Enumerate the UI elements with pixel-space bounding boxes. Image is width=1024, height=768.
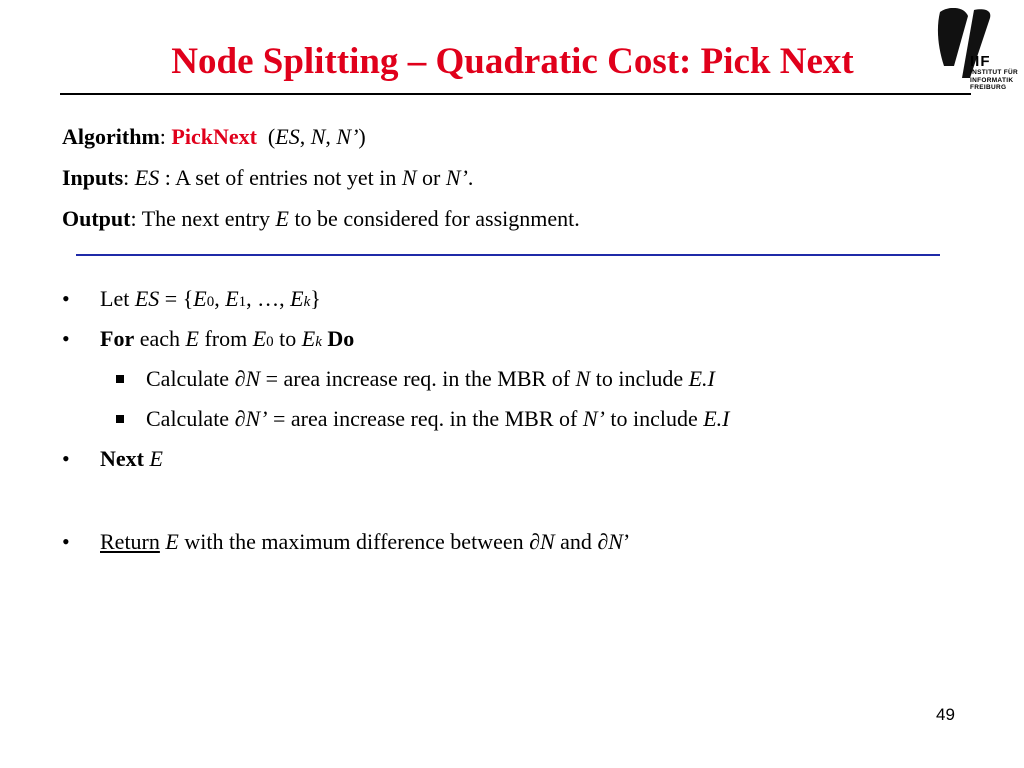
slide-title: Node Splitting – Quadratic Cost: Pick Next (171, 41, 854, 82)
logo-brand: IIF (970, 53, 991, 70)
logo-line-1: INSTITUT FÜR (970, 69, 1019, 76)
algorithm-header (62, 116, 580, 239)
inputs-line: Inputs: ES : A set of entries not yet in N or N’. (62, 165, 474, 190)
inputs-label: Inputs (62, 165, 124, 190)
section-divider (76, 254, 940, 256)
algorithm-line: Algorithm: PickNext (ES, N, N’) (62, 124, 366, 149)
square-bullet-icon (116, 415, 124, 423)
algorithm-name: PickNext (171, 124, 257, 149)
slide-number: 49 (936, 705, 955, 724)
output-line: Output: The next entry E to be considered for assignment. (62, 206, 580, 231)
logo-line-3: FREIBURG (970, 84, 1007, 91)
logo-line-2: INFORMATIK (970, 76, 1014, 84)
logo-text (970, 54, 1020, 92)
bullet: • (62, 529, 70, 554)
bullet: • (62, 286, 70, 311)
title-divider (60, 93, 971, 95)
algorithm-label: Algorithm (62, 124, 160, 149)
bullet: • (62, 326, 70, 351)
square-bullet-icon (116, 375, 124, 383)
output-label: Output (62, 206, 131, 231)
bullet: • (62, 446, 70, 471)
